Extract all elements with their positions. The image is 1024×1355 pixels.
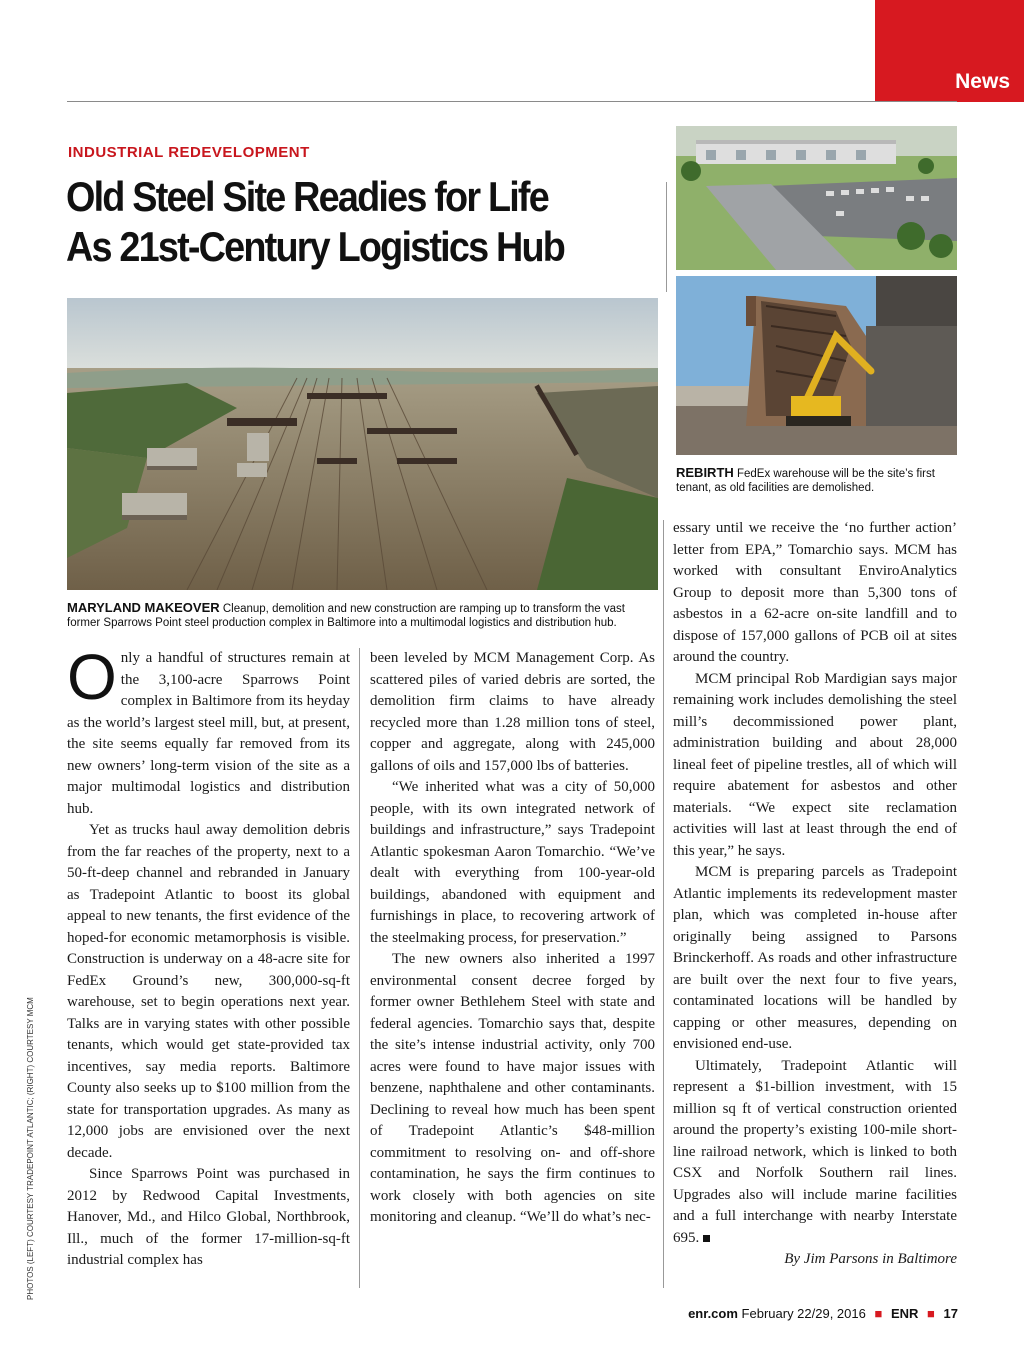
article-paragraph: been leveled by MCM Management Corp. As scattered piles of varied debris are sorted, the demolition firm claims to have already recycled more than 1.28 million tons of steel, copper and aggregate, along with 245,000 gallons of oils and 157,000 lbs of batteries. [370, 650, 655, 774]
headline-line-2: As 21st-Century Logistics Hub [66, 223, 565, 270]
main-photo-caption-text: Cleanup, demolition and new construction are ramping up to transform the vast former Sparrows Point steel production complex in Baltimore into a multimodal logistics and distribution hub. [67, 603, 625, 629]
article-paragraph-text: nly a handful of structures remain at the 3,100-acre Sparrows Point complex in Baltimore from its heyday as the world’s largest steel mill, but, at present, the site seems equally far removed from its new owners’ long-term vision of the site as a major multimodal logistics and distribution hub. [67, 650, 350, 817]
side-photos-caption-head: REBIRTH [676, 465, 734, 480]
footer-separator-icon: ■ [874, 1306, 883, 1321]
main-photo [67, 298, 658, 590]
article-paragraph: MCM principal Rob Mardigian says major remaining work includes demolishing the steel mill’s decommissioned power plant, administration building and about 28,000 lineal feet of pipeline trestles, all of which will require abatement for asbestos and other materials. “We expect site reclamation activities will last at least through the end of this year,” he says. [673, 670, 957, 859]
headline [66, 172, 606, 272]
end-mark-icon [703, 1235, 710, 1242]
article-column-2 [370, 648, 655, 1229]
article-paragraph: Yet as trucks haul away demolition debris from the far reaches of the property, next to a 50-ft-deep channel and rebranded in January as Tradepoint Atlantic to boost its global appeal to new tenants, the first evidence of the hoped-for economic metamorphosis is visible. Construction is underway on a 48-acre site for FedEx Ground’s new, 300,000-sq-ft warehouse, set to begin operations next year. Talks are in varying states with other possible tenants, which would get state-provided tax incentives, say media reports. Baltimore County also seeks up to $100 million from the state for transportation upgrades. As many as 12,000 jobs are envisioned over the next decade. [67, 822, 350, 1161]
article-paragraph: The new owners also inherited a 1997 environmental consent decree forged by former owner Bethlehem Steel with state and federal agencies. Tomarchio says that, despite the site’s intense industrial activity, only 700 acres were found to have major issues with benzene, naphthalene and other contaminants. Declining to reveal how much has been spent of Tradepoint Atlantic’s $48-million commitment to resolving on- and off-shore contamination, he says the firm continues to work closely with both agencies on site monitoring and cleanup. “We’ll do what’s nec- [370, 951, 655, 1225]
page-footer [688, 1306, 958, 1321]
side-photos-caption [676, 466, 958, 495]
article-paragraph: “We inherited what was a city of 50,000 people, with its own integrated network of buildings and infrastructure,” says Tradepoint Atlantic spokesman Aaron Tomarchio. “We’ve dealt with everything from 100-year-old buildings, abandoned with equipment and furnishings in place, to recovering artwork of the steelmaking process, for preservation.” [370, 779, 655, 946]
article-paragraph: Since Sparrows Point was purchased in 2012 by Redwood Capital Investments, Hanover, Md., and Hilco Global, Northbrook, Ill., much of the former 17-million-sq-ft industrial complex has [67, 1166, 350, 1268]
side-photos-caption-text: FedEx warehouse will be the site’s first tenant, as old facilities are demolished. [676, 468, 935, 494]
section-tab [875, 0, 1024, 102]
article-column-1 [67, 641, 350, 1272]
footer-page-number: 17 [943, 1306, 958, 1321]
footer-date: February 22/29, 2016 [741, 1306, 866, 1321]
headline-line-1: Old Steel Site Readies for Life [66, 173, 548, 220]
header-rule [67, 101, 957, 102]
main-photo-caption [67, 601, 658, 630]
demolition-photo [676, 276, 957, 455]
article-paragraph: essary until we receive the ‘no further action’ letter from EPA,” Tomarchio says. MCM has worked with consultant EnviroAnalytics Group to deposit more than 5,300 tons of asbestos in a 62-acre on-site landfill and to dispose of 157,000 gallons of PCB oil at sites around the country. [673, 520, 957, 665]
warehouse-render-photo [676, 126, 957, 270]
footer-site: enr.com [688, 1306, 738, 1321]
article-column-3 [673, 518, 957, 1271]
article-paragraph [67, 641, 350, 820]
column-rule-1 [359, 648, 360, 1288]
column-rule-2 [663, 520, 664, 1288]
footer-separator-icon: ■ [927, 1306, 935, 1321]
kicker: INDUSTRIAL REDEVELOPMENT [68, 144, 310, 161]
headline-divider [666, 182, 667, 292]
article-paragraph: MCM is preparing parcels as Tradepoint Atlantic implements its redevelopment master plan, which was completed in-house after originally being assigned to Parsons Brinckerhoff. As roads and other infrastructure are built over the next four to five years, contaminated locations will be handled by capping or other measures, depending on envisioned end-use. [673, 864, 957, 1052]
drop-cap: O [67, 641, 117, 713]
photo-credit: PHOTOS (LEFT) COURTESY TRADEPOINT ATLANTIC; (RIGHT) COURTESY MCM [26, 997, 35, 1300]
warehouse-render-illustration [676, 126, 957, 270]
aerial-railyard-illustration [67, 298, 658, 590]
demolition-illustration [676, 276, 957, 455]
footer-brand: ENR [890, 1306, 919, 1321]
section-tab-label: News [955, 70, 1010, 93]
article-paragraph-text: Ultimately, Tradepoint Atlantic will represent a $1-billion investment, with 15 million sq ft of vertical construction oriented around the property’s existing 100-mile short-line railroad network, which is linked to both CSX and Norfolk Southern rail lines. Upgrades also will include marine facilities and a full interchange with nearby Interstate 695. [673, 1057, 957, 1246]
article-paragraph [673, 1056, 957, 1250]
byline: By Jim Parsons in Baltimore [784, 1251, 957, 1267]
main-photo-caption-head: MARYLAND MAKEOVER [67, 600, 220, 615]
